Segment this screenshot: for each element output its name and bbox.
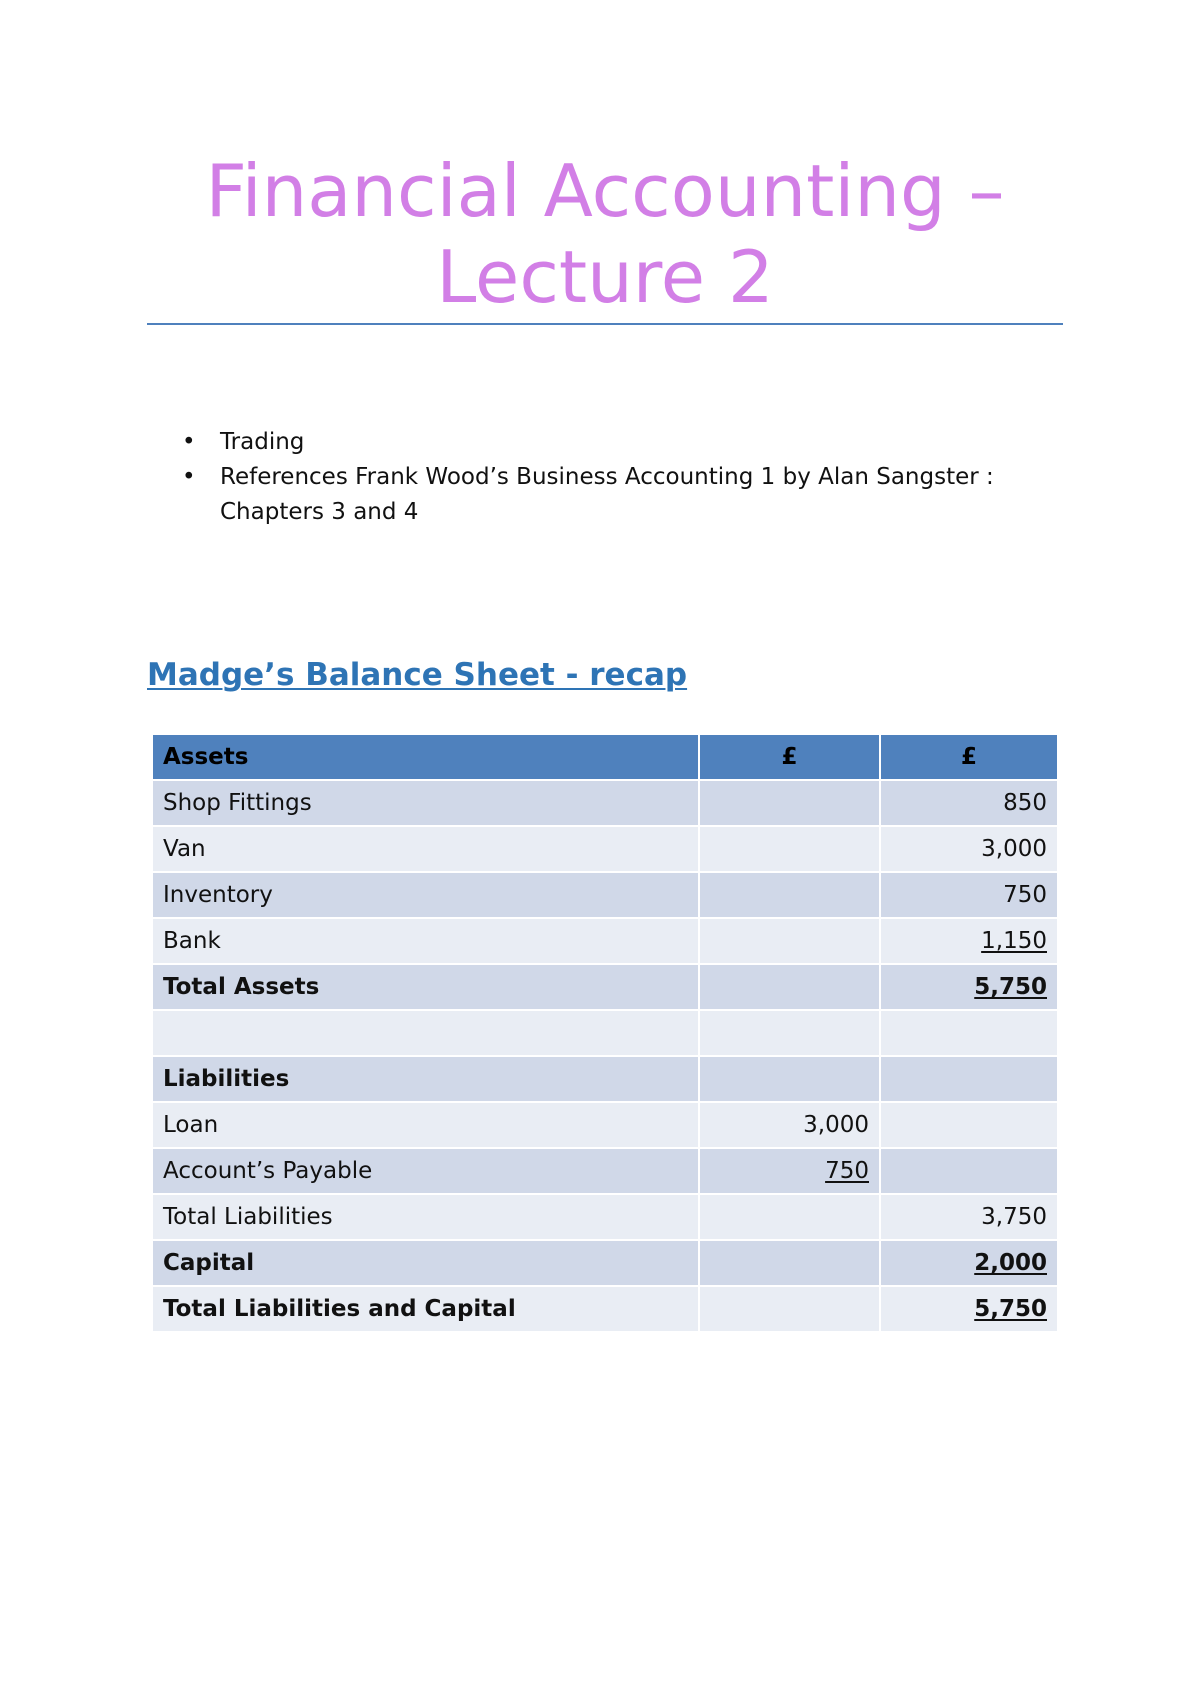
underlined-value: 5,750 [974,1296,1047,1322]
row-label [153,1011,698,1055]
header-currency-2: £ [881,735,1057,779]
table-row [153,1241,1057,1285]
underlined-value: 1,150 [981,928,1047,954]
row-label: Loan [153,1103,698,1147]
row-value-2 [881,1287,1057,1331]
row-value-2: 3,000 [881,827,1057,871]
title-divider [147,323,1063,325]
header-assets: Assets [153,735,698,779]
row-value-2 [881,965,1057,1009]
row-label: Bank [153,919,698,963]
table-row [153,1103,1057,1147]
underlined-value: 750 [825,1158,869,1184]
section-heading: Madge’s Balance Sheet - recap [147,657,688,693]
row-value-1 [700,1241,879,1285]
table-row [153,965,1057,1009]
row-value-1 [700,965,879,1009]
bullet-text: References Frank Wood’s Business Accounting 1 by Alan Sangster : Chapters 3 and 4 [220,464,994,525]
bullet-icon: • [182,464,196,490]
table-header-row [153,735,1057,779]
row-value-1 [700,1149,879,1193]
row-value-2 [881,1103,1057,1147]
balance-sheet-table [151,733,1059,1333]
table-row [153,1149,1057,1193]
row-label: Total Assets [153,965,698,1009]
underlined-value: 5,750 [974,974,1047,1000]
list-item [178,460,1038,530]
row-value-1 [700,919,879,963]
row-label: Van [153,827,698,871]
row-value-2 [881,1149,1057,1193]
row-label: Total Liabilities and Capital [153,1287,698,1331]
row-value-2 [881,1057,1057,1101]
row-label: Shop Fittings [153,781,698,825]
row-label: Liabilities [153,1057,698,1101]
table-row [153,1287,1057,1331]
row-value-1 [700,1195,879,1239]
row-value-1 [700,1287,879,1331]
title-line-2: Lecture 2 [436,235,774,319]
table-row [153,1057,1057,1101]
row-value-1 [700,781,879,825]
row-value-2 [881,1241,1057,1285]
row-label: Account’s Payable [153,1149,698,1193]
table-row [153,827,1057,871]
header-currency-1: £ [700,735,879,779]
page-title [147,148,1063,320]
underlined-value: 2,000 [974,1250,1047,1276]
row-value-1: 3,000 [700,1103,879,1147]
row-value-1 [700,827,879,871]
list-item [178,425,1038,460]
row-value-1 [700,1011,879,1055]
row-label: Capital [153,1241,698,1285]
bullet-text: Trading [220,429,305,455]
row-value-2 [881,1011,1057,1055]
row-label: Inventory [153,873,698,917]
table-row [153,919,1057,963]
row-value-1 [700,1057,879,1101]
table-row [153,873,1057,917]
row-value-2: 3,750 [881,1195,1057,1239]
table-row [153,1011,1057,1055]
row-value-2 [881,919,1057,963]
bullet-icon: • [182,429,196,455]
row-value-2: 750 [881,873,1057,917]
table-row [153,1195,1057,1239]
row-value-1 [700,873,879,917]
title-line-1: Financial Accounting – [205,149,1005,233]
row-value-2: 850 [881,781,1057,825]
row-label: Total Liabilities [153,1195,698,1239]
table-row [153,781,1057,825]
bullet-list [178,425,1038,530]
